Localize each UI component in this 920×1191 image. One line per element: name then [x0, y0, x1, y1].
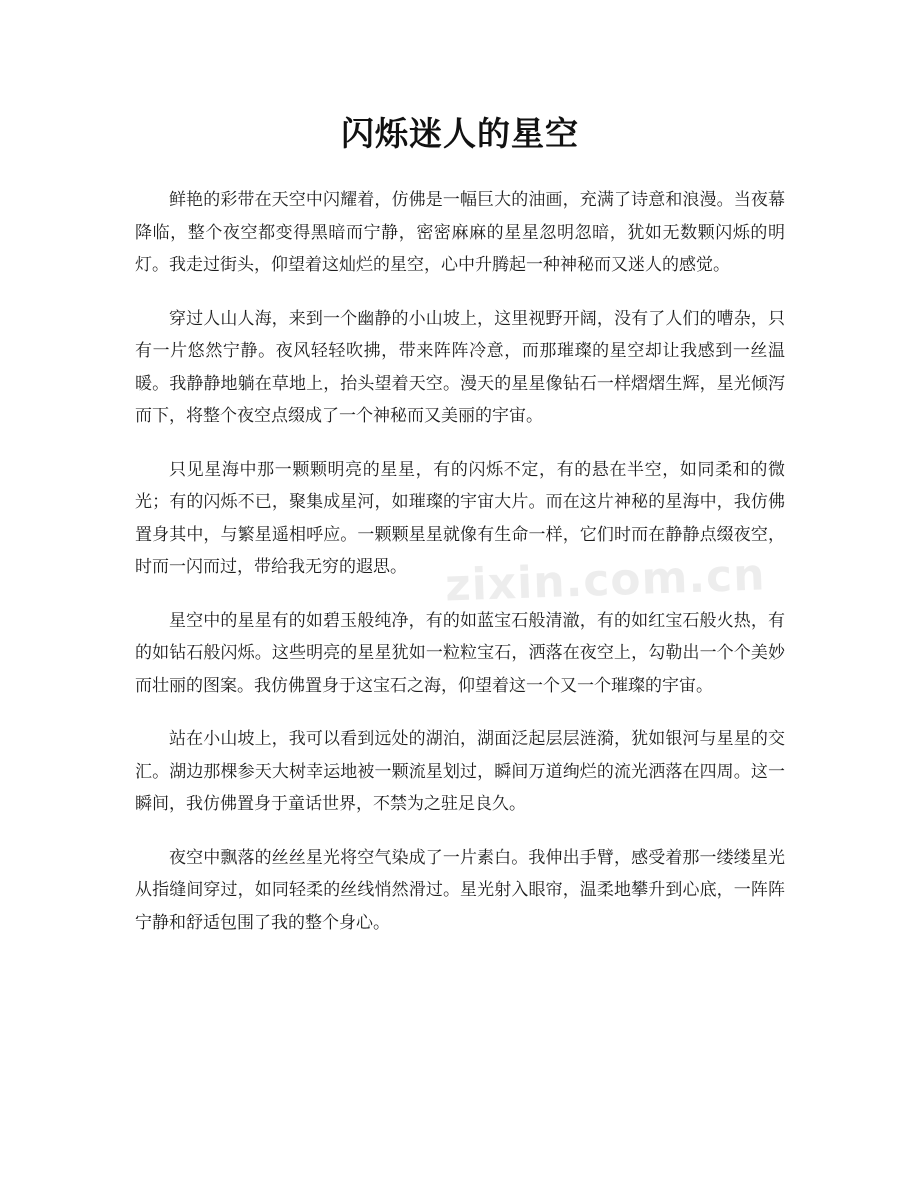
watermark: zixin.com.cn: [444, 549, 767, 612]
article-body: [135, 184, 785, 960]
paragraph: 只见星海中那一颗颗明亮的星星，有的闪烁不定，有的悬在半空，如同柔和的微光；有的闪烁不已，聚集成星河，如璀璨的宇宙大片。而在这片神秘的星海中，我仿佛置身其中，与繁星遥相呼应。一颗颗星星就像有生命一样，它们时而在静静点缀夜空，时而一闪而过，带给我无穷的遐思。: [135, 459, 785, 577]
paragraph: 站在小山坡上，我可以看到远处的湖泊，湖面泛起层层涟漪，犹如银河与星星的交汇。湖边那棵参天大树幸运地被一颗流星划过，瞬间万道绚烂的流光洒落在四周。这一瞬间，我仿佛置身于童话世界，不禁为之驻足良久。: [135, 729, 785, 814]
page-title: 闪烁迷人的星空: [341, 114, 579, 153]
paragraph: 夜空中飘落的丝丝星光将空气染成了一片素白。我伸出手臂，感受着那一缕缕星光从指缝间穿过，如同轻柔的丝线悄然滑过。星光射入眼帘，温柔地攀升到心底，一阵阵宁静和舒适包围了我的整个身心。: [135, 847, 785, 933]
paragraph: 星空中的星星有的如碧玉般纯净，有的如蓝宝石般清澈，有的如红宝石般火热，有的如钻石般闪烁。这些明亮的星星犹如一粒粒宝石，洒落在夜空上，勾勒出一个个美妙而壮丽的图案。我仿佛置身于这宝石之海，仰望着这一个又一个璀璨的宇宙。: [135, 610, 785, 696]
paragraph: 鲜艳的彩带在天空中闪耀着，仿佛是一幅巨大的油画，充满了诗意和浪漫。当夜幕降临，整个夜空都变得黑暗而宁静，密密麻麻的星星忽明忽暗，犹如无数颗闪烁的明灯。我走过街头，仰望着这灿烂的星空，心中升腾起一种神秘而又迷人的感觉。: [135, 190, 785, 275]
paragraph: 穿过人山人海，来到一个幽静的小山坡上，这里视野开阔，没有了人们的嘈杂，只有一片悠然宁静。夜风轻轻吹拂，带来阵阵冷意，而那璀璨的星空却让我感到一丝温暖。我静静地躺在草地上，抬头望着天空。漫天的星星像钻石一样熠熠生辉，星光倾泻而下，将整个夜空点缀成了一个神秘而又美丽的宇宙。: [135, 308, 785, 426]
